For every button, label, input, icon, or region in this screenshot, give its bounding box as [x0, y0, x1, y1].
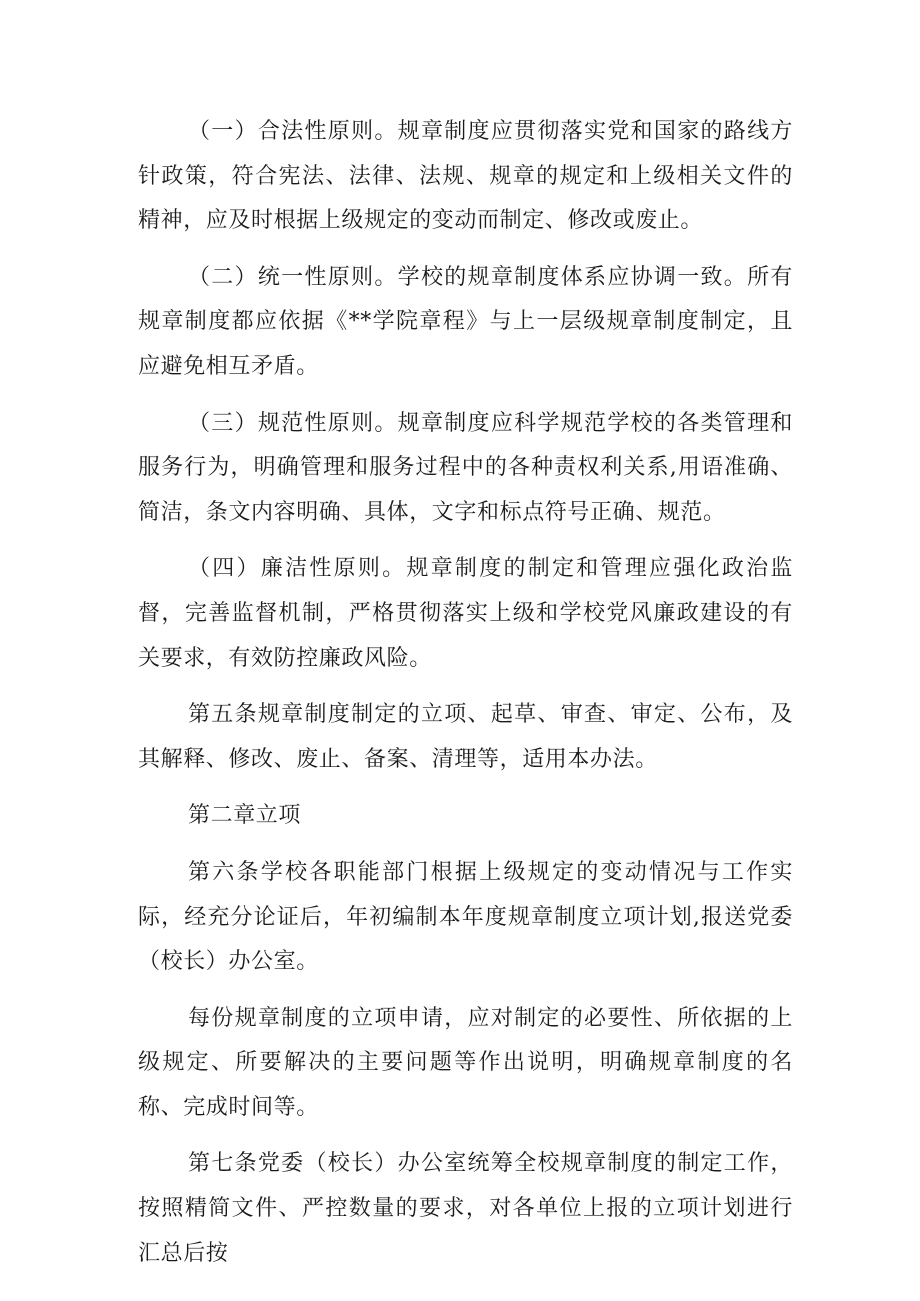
paragraph-legality-principle: （一）合法性原则。规章制度应贯彻落实党和国家的路线方针政策，符合宪法、法律、法规、规章的规定和上级相关文件的精神，应及时根据上级规定的变动而制定、修改或废止。 — [138, 119, 793, 234]
chapter-heading: 第二章立项 — [188, 803, 302, 829]
paragraph-integrity-principle: （四）廉洁性原则。规章制度的制定和管理应强化政治监督，完善监督机制，严格贯彻落实上级和学校党风廉政建设的有关要求，有效防控廉政风险。 — [138, 556, 793, 671]
paragraph-standardization-principle: （三）规范性原则。规章制度应科学规范学校的各类管理和服务行为，明确管理和服务过程中的各种责权利关系,用语准确、简洁，条文内容明确、具体，文字和标点符号正确、规范。 — [138, 410, 793, 525]
paragraph-unity-principle: （二）统一性原则。学校的规章制度体系应协调一致。所有规章制度都应依据《**学院章程》与上一层级规章制度制定，且应避免相互矛盾。 — [138, 264, 793, 379]
paragraph-project-application: 每份规章制度的立项申请，应对制定的必要性、所依据的上级规定、所要解决的主要问题等作出说明，明确规章制度的名称、完成时间等。 — [138, 1005, 793, 1120]
paragraph-article-5: 第五条规章制度制定的立项、起草、审查、审定、公布，及其解释、修改、废止、备案、清理等，适用本办法。 — [138, 702, 793, 772]
document-body — [138, 110, 793, 1288]
paragraph-article-6: 第六条学校各职能部门根据上级规定的变动情况与工作实际，经充分论证后，年初编制本年度规章制度立项计划,报送党委（校长）办公室。 — [138, 859, 793, 975]
paragraph-article-7: 第七条党委（校长）办公室统筹全校规章制度的制定工作，按照精简文件、严控数量的要求，对各单位上报的立项计划进行汇总后按 — [138, 1151, 793, 1266]
